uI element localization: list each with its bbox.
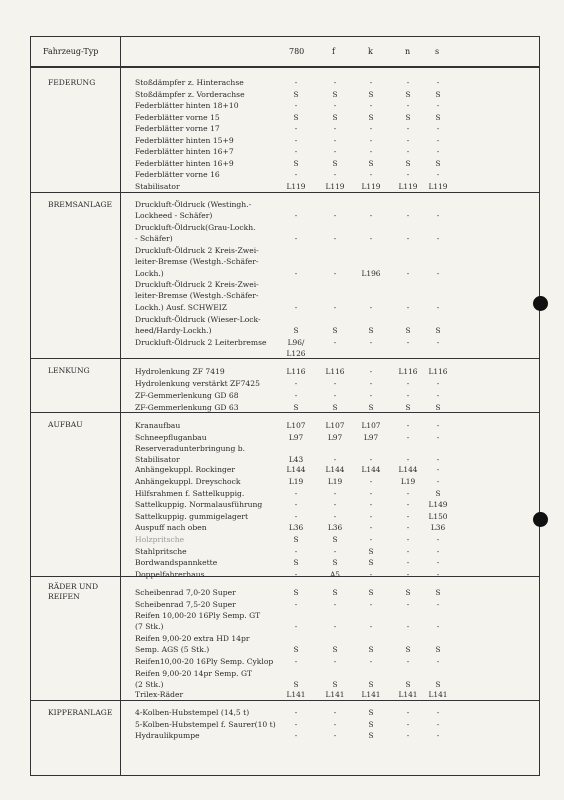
cell-value: S — [435, 588, 441, 597]
cell-value: - — [369, 124, 373, 133]
item-label: heed/Hardy-Lockh.) — [135, 326, 212, 336]
cell-value: L97 — [327, 433, 343, 442]
cell-value: - — [333, 600, 337, 609]
cell-value: - — [333, 211, 337, 221]
cell-value: - — [436, 465, 440, 474]
cell-value: - — [294, 657, 298, 666]
item-label: Scheibenrad 7,5-20 Super — [135, 600, 236, 609]
cell-value: - — [406, 731, 410, 740]
cell-value: L19 — [288, 477, 304, 486]
cell-value: L116 — [428, 367, 448, 376]
item-label: ZF-Gemmerlenkung GD 68 — [135, 391, 239, 400]
cell-value: L141 — [428, 690, 448, 699]
item-label: - Schäfer) — [135, 234, 173, 244]
cell-value: - — [369, 391, 373, 400]
cell-value: S — [368, 158, 374, 168]
cell-value: - — [436, 547, 440, 556]
cell-value: - — [333, 547, 337, 556]
cell-value: S — [405, 403, 411, 412]
cell-value: - — [406, 170, 410, 179]
cell-value: - — [436, 302, 440, 312]
cell-value: - — [333, 489, 337, 498]
cell-value: S — [405, 158, 411, 168]
cell-value: - — [406, 379, 410, 388]
cell-value: - — [436, 477, 440, 486]
cell-value: - — [406, 433, 410, 442]
cell-value: L141 — [325, 690, 345, 699]
cell-value: S — [332, 535, 338, 544]
cell-value: L107 — [286, 421, 306, 430]
section-name — [48, 200, 128, 210]
item-label: Druckluft-Öldruck (Wieser-Lock- — [135, 315, 261, 324]
section-name-line: REIFEN — [48, 591, 80, 601]
cell-value: - — [406, 535, 410, 544]
item-label: Lockh.) — [135, 268, 164, 278]
cell-value: S — [435, 489, 441, 498]
cell-value: S — [435, 680, 441, 690]
cell-value: S — [293, 403, 299, 412]
cell-value: - — [294, 78, 298, 87]
cell-value: L149 — [428, 500, 448, 509]
cell-value: - — [369, 78, 373, 87]
column-divider — [120, 36, 121, 776]
item-label: Hydraulikpumpe — [135, 731, 200, 740]
cell-value: - — [436, 421, 440, 430]
cell-value: - — [406, 147, 410, 156]
cell-value: S — [293, 535, 299, 544]
section-name-line: LENKUNG — [48, 366, 90, 375]
item-label: Scheibenrad 7,0-20 Super — [135, 588, 236, 597]
cell-value: - — [406, 622, 410, 632]
cell-value: - — [294, 234, 298, 244]
cell-value: - — [406, 234, 410, 244]
cell-value: S — [368, 731, 374, 740]
cell-value: - — [333, 731, 337, 740]
cell-value: - — [369, 101, 373, 110]
item-label: Reifen 9,00-20 14pr Semp. GT — [135, 669, 253, 678]
cell-value: S — [405, 588, 411, 597]
cell-value: - — [333, 268, 337, 278]
cell-value: - — [369, 600, 373, 609]
cell-value: - — [333, 391, 337, 400]
cell-value: - — [369, 211, 373, 221]
cell-value: - — [333, 720, 337, 729]
cell-value: L119 — [286, 181, 306, 191]
cell-value: - — [369, 379, 373, 388]
section-divider — [30, 700, 540, 701]
cell-value: - — [294, 708, 298, 717]
cell-value: - — [333, 78, 337, 87]
cell-value: S — [405, 680, 411, 690]
item-label: Federblätter vorne 17 — [135, 124, 220, 133]
item-label: Kranaufbau — [135, 421, 181, 430]
cell-value: - — [436, 379, 440, 388]
item-label: Hilfsrahmen f. Sattelkuppig. — [135, 489, 245, 498]
item-label: 5-Kolben-Hubstempel f. Saurer(10 t) — [135, 720, 276, 729]
cell-value: - — [294, 489, 298, 498]
cell-value: S — [332, 588, 338, 597]
cell-value: - — [406, 101, 410, 110]
cell-value: L144 — [325, 465, 345, 474]
cell-value: - — [294, 268, 298, 278]
cell-value: S — [293, 112, 299, 122]
cell-value: S — [435, 89, 441, 99]
cell-value: - — [436, 170, 440, 179]
punch-hole-top — [533, 296, 548, 311]
item-label: (7 Stk.) — [135, 622, 164, 632]
cell-value: S — [368, 547, 374, 556]
cell-value: - — [406, 489, 410, 498]
section-name — [48, 708, 128, 718]
cell-value: A5 — [329, 570, 341, 579]
header-column-k: k — [368, 47, 373, 56]
cell-value: - — [294, 570, 298, 579]
cell-value: L126 — [286, 349, 306, 359]
cell-value: - — [333, 657, 337, 666]
cell-value: - — [436, 78, 440, 87]
cell-value: - — [369, 477, 373, 486]
cell-value: S — [405, 645, 411, 655]
item-label: Federblätter vorne 15 — [135, 112, 220, 122]
cell-value: - — [436, 708, 440, 717]
item-label: Trilex-Räder — [135, 690, 184, 699]
cell-value: - — [333, 455, 337, 465]
cell-value: - — [436, 147, 440, 156]
cell-value: S — [435, 645, 441, 655]
cell-value: S — [293, 588, 299, 597]
cell-value: - — [369, 234, 373, 244]
cell-value: S — [368, 112, 374, 122]
cell-value: - — [369, 512, 373, 521]
cell-value: S — [293, 326, 299, 336]
cell-value: - — [294, 170, 298, 179]
cell-value: S — [332, 680, 338, 690]
cell-value: - — [406, 512, 410, 521]
cell-value: S — [405, 89, 411, 99]
section-name-line: AUFBAU — [48, 420, 83, 429]
cell-value: - — [436, 657, 440, 666]
cell-value: - — [294, 101, 298, 110]
item-label: ZF-Gemmerlenkung GD 63 — [135, 403, 239, 412]
cell-value: - — [406, 570, 410, 579]
cell-value: - — [294, 731, 298, 740]
cell-value: S — [332, 645, 338, 655]
cell-value: - — [294, 124, 298, 133]
cell-value: - — [333, 147, 337, 156]
cell-value: - — [436, 455, 440, 465]
cell-value: - — [369, 455, 373, 465]
cell-value: - — [406, 211, 410, 221]
cell-value: - — [369, 657, 373, 666]
cell-value: - — [294, 211, 298, 221]
cell-value: L97 — [363, 433, 379, 442]
item-label: Stahlpritsche — [135, 547, 187, 556]
cell-value: - — [333, 500, 337, 509]
cell-value: - — [369, 302, 373, 312]
cell-value: - — [406, 268, 410, 278]
cell-value: L107 — [325, 421, 345, 430]
item-label: Stoßdämpfer z. Vorderachse — [135, 89, 245, 99]
cell-value: - — [436, 338, 440, 347]
cell-value: S — [293, 158, 299, 168]
cell-value: S — [405, 112, 411, 122]
cell-value: S — [435, 326, 441, 336]
cell-value: L144 — [286, 465, 306, 474]
cell-value: - — [406, 708, 410, 717]
cell-value: - — [294, 547, 298, 556]
cell-value: S — [293, 558, 299, 567]
cell-value: - — [406, 657, 410, 666]
header-column-s: s — [435, 47, 440, 56]
header-label: Fahrzeug-Typ — [43, 47, 99, 56]
cell-value: - — [436, 135, 440, 145]
cell-value: L19 — [327, 477, 343, 486]
section-divider — [30, 192, 540, 193]
section-name-line: FEDERUNG — [48, 78, 96, 87]
cell-value: S — [368, 720, 374, 729]
item-label: Lockh.) Ausf. SCHWEIZ — [135, 302, 228, 312]
section-name-line: RÄDER UND — [48, 582, 99, 591]
item-label: Lockheed - Schäfer) — [135, 211, 213, 221]
section-divider — [30, 412, 540, 413]
item-label: Federblätter hinten 18+10 — [135, 101, 239, 110]
cell-value: - — [369, 622, 373, 632]
cell-value: - — [369, 570, 373, 579]
cell-value: L36 — [430, 523, 446, 532]
cell-value: S — [368, 326, 374, 336]
cell-value: L119 — [325, 181, 345, 191]
cell-value: L196 — [361, 268, 381, 278]
cell-value: L144 — [361, 465, 381, 474]
cell-value: S — [435, 403, 441, 412]
cell-value: S — [332, 326, 338, 336]
cell-value: - — [333, 379, 337, 388]
cell-value: - — [436, 720, 440, 729]
cell-value: - — [436, 731, 440, 740]
item-label: Stabilisator — [135, 455, 180, 465]
cell-value: S — [405, 326, 411, 336]
cell-value: - — [406, 547, 410, 556]
cell-value: - — [333, 101, 337, 110]
item-label: Hydrolenkung ZF 7419 — [135, 367, 225, 376]
cell-value: - — [436, 558, 440, 567]
cell-value: - — [333, 708, 337, 717]
cell-value: L116 — [398, 367, 418, 376]
cell-value: - — [369, 367, 373, 376]
cell-value: L107 — [361, 421, 381, 430]
cell-value: - — [436, 622, 440, 632]
cell-value: - — [406, 500, 410, 509]
item-label: Federblätter vorne 16 — [135, 170, 220, 179]
cell-value: S — [368, 588, 374, 597]
cell-value: - — [406, 391, 410, 400]
header-column-n: n — [405, 47, 411, 56]
cell-value: - — [436, 391, 440, 400]
cell-value: - — [333, 512, 337, 521]
cell-value: - — [369, 135, 373, 145]
cell-value: - — [436, 570, 440, 579]
cell-value: S — [368, 645, 374, 655]
item-label: Schneepfluganbau — [135, 433, 207, 442]
cell-value: S — [293, 680, 299, 690]
cell-value: - — [369, 170, 373, 179]
item-label: 4-Kolben-Hubstempel (14,5 t) — [135, 708, 250, 717]
cell-value: L116 — [286, 367, 306, 376]
cell-value: L119 — [428, 181, 448, 191]
item-label: Reifen10,00-20 16Ply Semp. Cyklop — [135, 657, 274, 666]
cell-value: - — [369, 338, 373, 347]
cell-value: - — [369, 500, 373, 509]
cell-value: S — [368, 558, 374, 567]
cell-value: S — [293, 645, 299, 655]
cell-value: - — [406, 720, 410, 729]
item-label: Sattelkuppig. gummigelagert — [135, 512, 249, 521]
item-label: Druckluft-Öldruck 2 Leiterbremse — [135, 338, 267, 347]
item-label: leiter-Bremse (Westgh.-Schäfer- — [135, 257, 259, 267]
item-label: Auspuff nach oben — [135, 523, 207, 532]
item-label: Druckluft-Öldruck 2 Kreis-Zwei- — [135, 246, 259, 255]
item-label: Semp. AGS (5 Stk.) — [135, 645, 210, 655]
cell-value: - — [406, 135, 410, 145]
cell-value: - — [294, 135, 298, 145]
cell-value: S — [368, 680, 374, 690]
cell-value: S — [332, 112, 338, 122]
cell-value: - — [436, 600, 440, 609]
cell-value: - — [294, 147, 298, 156]
punch-hole-bottom — [533, 512, 548, 527]
section-name — [48, 366, 128, 376]
cell-value: - — [294, 391, 298, 400]
cell-value: - — [369, 523, 373, 532]
cell-value: - — [294, 302, 298, 312]
cell-value: - — [406, 338, 410, 347]
item-label: Druckluft-Öldruck 2 Kreis-Zwei- — [135, 280, 259, 289]
cell-value: S — [332, 403, 338, 412]
cell-value: - — [369, 147, 373, 156]
cell-value: - — [436, 234, 440, 244]
cell-value: - — [406, 600, 410, 609]
cell-value: - — [406, 421, 410, 430]
cell-value: - — [333, 338, 337, 347]
cell-value: L150 — [428, 512, 448, 521]
cell-value: S — [332, 89, 338, 99]
cell-value: L119 — [398, 181, 418, 191]
item-label: Sattelkuppig. Normalausführung — [135, 500, 263, 509]
cell-value: - — [294, 600, 298, 609]
cell-value: L141 — [398, 690, 418, 699]
cell-value: L144 — [398, 465, 418, 474]
item-label: Reserveradunterbringung b. — [135, 444, 245, 453]
cell-value: - — [294, 622, 298, 632]
cell-value: L141 — [361, 690, 381, 699]
section-name — [48, 582, 128, 601]
cell-value: - — [436, 535, 440, 544]
section-name — [48, 420, 128, 430]
cell-value: L97 — [288, 433, 304, 442]
cell-value: S — [368, 89, 374, 99]
section-name-line: KIPPERANLAGE — [48, 708, 113, 717]
cell-value: S — [435, 158, 441, 168]
cell-value: - — [406, 558, 410, 567]
cell-value: - — [333, 135, 337, 145]
cell-value: - — [333, 170, 337, 179]
cell-value: - — [333, 622, 337, 632]
header-column-780: 780 — [289, 47, 305, 56]
section-name — [48, 78, 128, 88]
cell-value: L43 — [288, 455, 304, 465]
cell-value: L141 — [286, 690, 306, 699]
cell-value: L116 — [325, 367, 345, 376]
section-name-line: BREMSANLAGE — [48, 200, 113, 209]
cell-value: - — [294, 512, 298, 521]
header-rule — [30, 66, 540, 68]
item-label: Federblätter hinten 16+9 — [135, 158, 234, 168]
item-label: (2 Stk.) — [135, 680, 164, 690]
item-label: Anhängekuppl. Rockinger — [135, 465, 235, 474]
cell-value: S — [368, 708, 374, 717]
cell-value: L119 — [361, 181, 381, 191]
cell-value: - — [436, 433, 440, 442]
header-column-f: f — [332, 47, 335, 56]
cell-value: - — [436, 268, 440, 278]
cell-value: - — [406, 523, 410, 532]
cell-value: L36 — [327, 523, 343, 532]
cell-value: - — [369, 489, 373, 498]
cell-value: - — [406, 302, 410, 312]
item-label: Stabilisator — [135, 181, 180, 191]
cell-value: S — [293, 89, 299, 99]
cell-value: - — [436, 124, 440, 133]
item-label: Doppelfahrerhaus — [135, 570, 205, 579]
item-label: Holzpritsche — [135, 535, 185, 544]
item-label: Hydrolenkung verstärkt ZF7425 — [135, 379, 260, 388]
cell-value: - — [436, 101, 440, 110]
cell-value: L96/ — [287, 338, 305, 347]
item-label: Reifen 10,00-20 16Ply Semp. GT — [135, 611, 261, 620]
item-label: Federblätter hinten 16+7 — [135, 147, 234, 156]
cell-value: - — [436, 211, 440, 221]
cell-value: - — [294, 379, 298, 388]
item-label: Bordwandspannkette — [135, 558, 218, 567]
item-label: Reifen 9,00-20 extra HD 14pr — [135, 634, 250, 643]
cell-value: - — [294, 720, 298, 729]
cell-value: - — [333, 302, 337, 312]
cell-value: - — [333, 124, 337, 133]
cell-value: S — [435, 112, 441, 122]
cell-value: - — [406, 455, 410, 465]
cell-value: L19 — [400, 477, 416, 486]
item-label: Stoßdämpfer z. Hinterachse — [135, 78, 244, 87]
cell-value: - — [406, 78, 410, 87]
cell-value: - — [406, 124, 410, 133]
cell-value: - — [369, 535, 373, 544]
item-label: Druckluft-Öldruck (Westingh.- — [135, 200, 252, 209]
cell-value: - — [333, 234, 337, 244]
cell-value: - — [294, 500, 298, 509]
cell-value: L36 — [288, 523, 304, 532]
cell-value: S — [332, 558, 338, 567]
item-label: Anhängekuppl. Dreyschock — [135, 477, 241, 486]
cell-value: S — [332, 158, 338, 168]
item-label: Federblätter hinten 15+9 — [135, 135, 234, 145]
item-label: Druckluft-Öldruck(Grau-Lockh. — [135, 223, 256, 232]
item-label: leiter-Bremse (Westgh.-Schäfer- — [135, 291, 259, 301]
cell-value: S — [368, 403, 374, 412]
